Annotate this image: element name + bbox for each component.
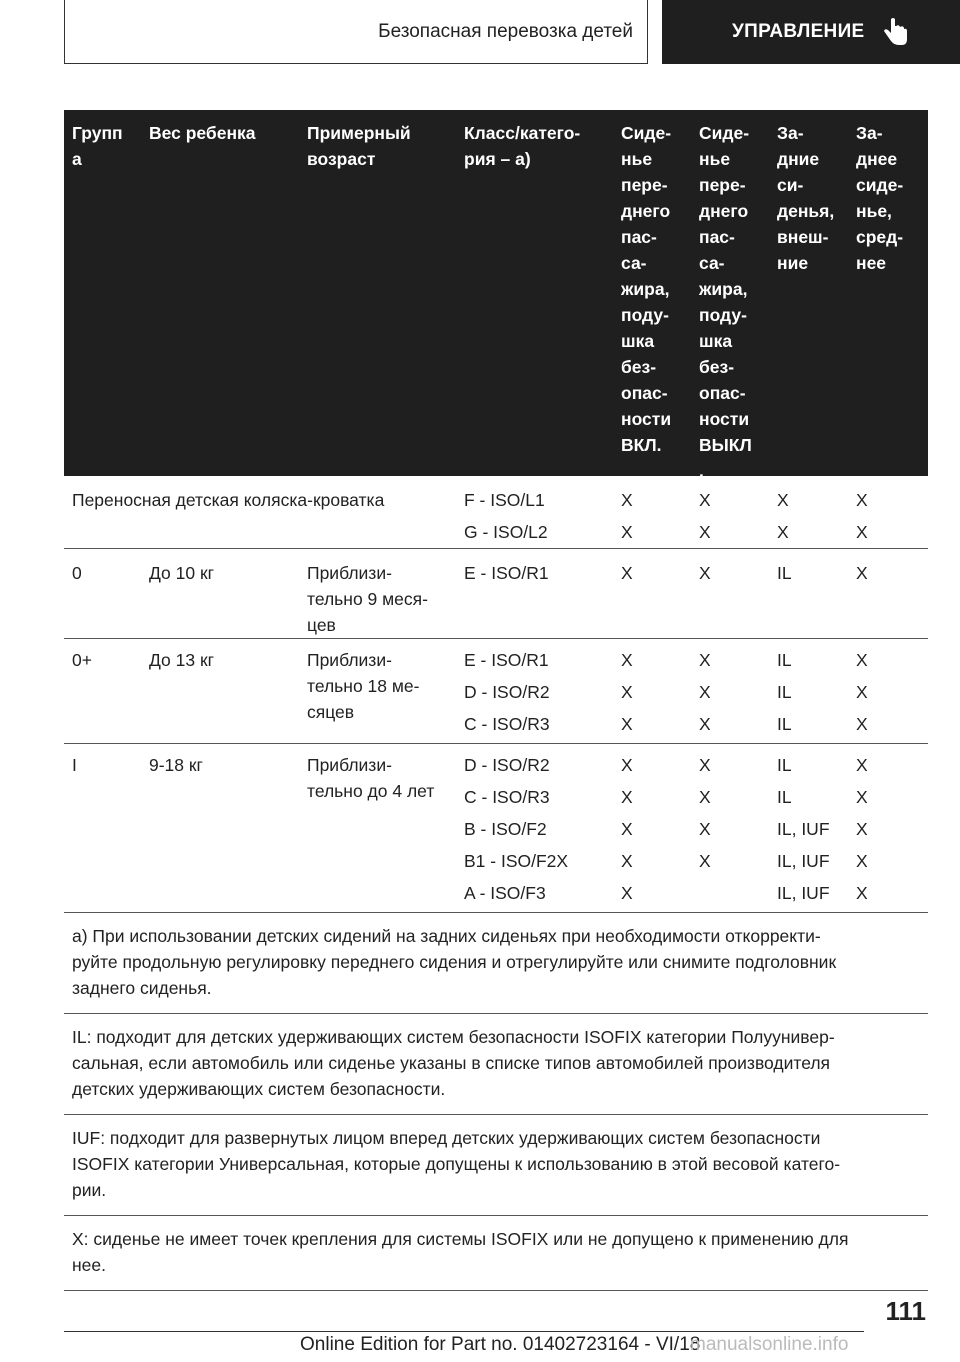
cell-value: X <box>699 490 711 510</box>
cell-value: X <box>621 650 633 670</box>
cell-group: I <box>72 755 77 775</box>
cell-value: X <box>621 714 633 734</box>
chapter-tab <box>662 0 960 64</box>
footnote-iuf: IUF: подходит для развернутых лицом вперед детских удерживающих систем безопасности ISOFIX категории Универсальная, которые допущены к использованию в этой весовой катего- рии. <box>64 1115 928 1216</box>
cell-class: C - ISO/R3 <box>464 714 550 734</box>
col-age: Примерный возраст <box>307 123 411 169</box>
col-rear-middle: За- днее сиде- нье, сред- нее <box>856 123 904 273</box>
cell-value: X <box>699 563 711 583</box>
cell-class: E - ISO/R1 <box>464 650 549 670</box>
cell-value: X <box>856 650 868 670</box>
cell-value: X <box>777 522 789 542</box>
cell-value: X <box>699 851 711 871</box>
table-row-group-1 <box>64 744 928 913</box>
cell-value: X <box>621 490 633 510</box>
isofix-table <box>64 110 928 1291</box>
section-title-box <box>64 0 648 64</box>
cell-class: G - ISO/L2 <box>464 522 548 542</box>
cell-weight: До 10 кг <box>149 563 215 583</box>
table-header <box>64 110 928 481</box>
cell-value: X <box>621 819 633 839</box>
col-rear-outer: За- дние си- денья, внеш- ние <box>777 123 835 273</box>
cell-class: B - ISO/F2 <box>464 819 547 839</box>
cell-group: 0 <box>72 563 82 583</box>
col-class: Класс/катего- рия – а) <box>464 123 581 169</box>
table-row-group-0plus <box>64 639 928 744</box>
cell-age: Приблизи- тельно 9 меся- цев <box>307 563 428 635</box>
cell-value: X <box>856 819 868 839</box>
cell-value: X <box>856 682 868 702</box>
cell-value: IL <box>777 650 792 670</box>
cell-value: X <box>699 755 711 775</box>
cell-value: X <box>856 787 868 807</box>
cell-value: X <box>621 522 633 542</box>
cell-value: X <box>856 714 868 734</box>
footer-divider <box>64 1331 864 1332</box>
section-title: Безопасная перевозка детей <box>378 20 633 42</box>
cell-class: E - ISO/R1 <box>464 563 549 583</box>
footnote-il: IL: подходит для детских удерживающих систем безопасности ISOFIX категории Полуунивер- сальная, если автомобиль или сиденье указаны в списке типов автомобилей производителя детских удерживающих систем безопасности. <box>64 1014 928 1115</box>
cell-value: X <box>699 682 711 702</box>
cell-value: X <box>621 883 633 903</box>
cell-age: Приблизи- тельно 18 ме- сяцев <box>307 650 420 722</box>
row-label: Переносная детская коляска-кроватка <box>72 490 385 510</box>
footnote-x: X: сиденье не имеет точек крепления для системы ISOFIX или не допущено к применению для нее. <box>64 1216 928 1291</box>
cell-weight: До 13 кг <box>149 650 215 670</box>
pointing-hand-icon <box>883 17 909 47</box>
cell-value: X <box>621 787 633 807</box>
cell-value: X <box>699 650 711 670</box>
cell-value: X <box>777 490 789 510</box>
cell-group: 0+ <box>72 650 92 670</box>
cell-value: X <box>699 522 711 542</box>
table-row-group-0 <box>64 549 928 639</box>
cell-value: X <box>856 755 868 775</box>
cell-value: X <box>699 819 711 839</box>
watermark: manualsonline.info <box>690 1334 849 1355</box>
cell-value: IL, IUF <box>777 851 830 871</box>
col-front-airbag-off: Сиде- нье пере- днего пас- са- жира, поду- шка без- опас- ности ВЫКЛ . <box>699 123 752 481</box>
cell-value: X <box>621 682 633 702</box>
cell-value: IL <box>777 563 792 583</box>
cell-class: A - ISO/F3 <box>464 883 546 903</box>
cell-value: X <box>699 787 711 807</box>
col-weight: Вес ребенка <box>149 123 256 143</box>
cell-class: B1 - ISO/F2X <box>464 851 569 871</box>
cell-value: X <box>699 714 711 734</box>
cell-value: X <box>856 851 868 871</box>
cell-value: IL <box>777 682 792 702</box>
table-row-carrycot <box>64 476 928 549</box>
cell-value: X <box>621 563 633 583</box>
cell-class: F - ISO/L1 <box>464 490 545 510</box>
page-number: 111 <box>885 1296 926 1326</box>
cell-value: X <box>856 883 868 903</box>
cell-age: Приблизи- тельно до 4 лет <box>307 755 435 801</box>
col-front-airbag-on: Сиде- нье пере- днего пас- са- жира, поду- шка без- опас- ности ВКЛ. <box>621 123 672 455</box>
cell-value: IL, IUF <box>777 883 830 903</box>
cell-weight: 9-18 кг <box>149 755 203 775</box>
cell-value: X <box>621 851 633 871</box>
cell-value: IL <box>777 714 792 734</box>
cell-value: IL, IUF <box>777 819 830 839</box>
cell-value: IL <box>777 755 792 775</box>
cell-value: X <box>856 563 868 583</box>
cell-value: X <box>856 522 868 542</box>
cell-class: D - ISO/R2 <box>464 682 550 702</box>
cell-value: X <box>621 755 633 775</box>
cell-class: D - ISO/R2 <box>464 755 550 775</box>
cell-value: X <box>856 490 868 510</box>
cell-class: C - ISO/R3 <box>464 787 550 807</box>
col-group: Групп а <box>72 123 123 169</box>
chapter-title: УПРАВЛЕНИЕ <box>732 21 865 42</box>
cell-value: IL <box>777 787 792 807</box>
footnote-a: а) При использовании детских сидений на задних сиденьях при необходимости откорректи- руйте продольную регулировку переднего сидения и отрегулируйте или снимите подголовник заднего сиденья. <box>64 913 928 1014</box>
edition-text: Online Edition for Part no. 01402723164 - VI/18 <box>300 1334 701 1355</box>
